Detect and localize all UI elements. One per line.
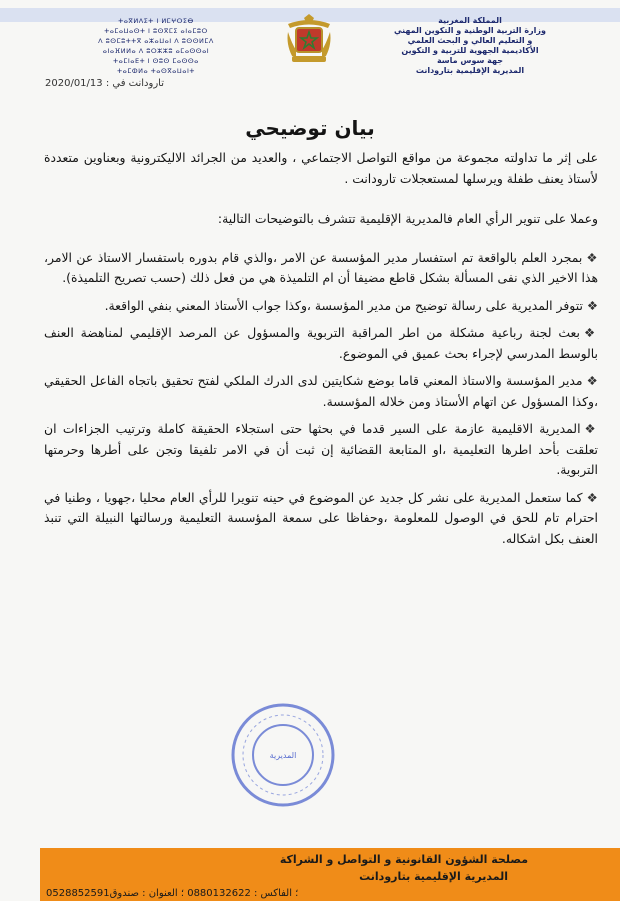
footer-directorate: المديرية الإقليمية بتارودانت — [359, 870, 508, 883]
arabic-header — [360, 16, 580, 76]
footer-contact: 0528852591؛ الفاكس : 0880132622 ؛ العنوان : صندوق — [46, 888, 299, 899]
tifinagh-line: ⵜⴰⴳⵍⴷⵉⵜ ⵏ ⵍⵎⵖⵔⵉⴱ — [118, 17, 194, 25]
bullet-text: تتوفر المديرية على رسالة توضيح من مدير المؤسسة ،وكذا جواب الأستاذ المعني بنفي الواقعة. — [104, 297, 583, 313]
arabic-header-line: الأكاديمية الجهوية للتربية و التكوين — [401, 46, 539, 55]
tifinagh-line: ⴰⵏⴰⴼⵍⵍⴰ ⴷ ⵓⵔⵣⵣⵓ ⴰⵎⴰⵙⵙⴰⵏ — [102, 47, 210, 55]
tifinagh-header — [56, 16, 256, 76]
tifinagh-line: ⵜⴰⵎⵏⴰⴹⵜ ⵏ ⵙⵓⵙ ⵎⴰⵙⵙⴰ — [113, 57, 199, 65]
bullet-text: كما ستعمل المديرية على نشر كل جديد عن الموضوع في حينه تنويرا للرأي العام محليا ،جهويا ، وطنيا في احترام تام للحق في الوصول للمعلومة ،وحفاظا على سمعة المؤسسة التعليمية ورسالتها النبيلة التي تنبذ العنف بكل اشكاله. — [44, 489, 598, 546]
bullet-diamond-icon: ❖ — [586, 373, 599, 388]
bullet-diamond-icon: ❖ — [586, 489, 599, 505]
bullet-text: المديرية الاقليمية عازمة على السير قدما في بحثها حتى استجلاء الحقيقة كاملة وترتيب الجزاءات ان تعلقت بأحد اطرها التعليمية ،او المتابعة القضائية إن ثبت أن في الامر تلفيقا وتجن على أطرها وحرمتها التربوية. — [44, 421, 598, 477]
arabic-header-line: و التعليم العالي و البحث العلمي — [407, 36, 533, 45]
bullet-diamond-icon: ❖ — [586, 297, 598, 313]
document-date: تارودانت في : 2020/01/13 — [45, 78, 164, 89]
bullet-text: مدير المؤسسة والاستاذ المعني قاما بوضع شكايتين لدى الدرك الملكي لفتح تحقيق باتجاه الفاعل الحقيقي ،وكذا المسؤول عن اتهام الأستاذ ومن خلاله المؤسسة. — [44, 373, 598, 409]
bullet-diamond-icon: ❖ — [584, 421, 598, 436]
footer-service-name: مصلحة الشؤون القانونية و التواصل و الشراكة — [279, 853, 528, 866]
coat-of-arms-emblem — [282, 14, 336, 66]
bullet-item — [44, 296, 598, 317]
arabic-header-line: جهة سوس ماسة — [436, 56, 504, 65]
document-title: بيان توضيحي — [245, 116, 375, 140]
bullet-text: بعث لجنة رباعية مشكلة من اطر المراقبة التربوية والمسؤول عن المرصد الإقليمي لمناهضة العنف بالوسط المدرسي لإجراء بحث عميق في الموضوع. — [44, 325, 598, 361]
bullet-item — [44, 488, 598, 550]
arabic-header-line: المملكة المغربية — [438, 16, 502, 25]
letter-body — [44, 148, 598, 556]
bullet-text: بمجرد العلم بالواقعة تم استفسار مدير المؤسسة عن الامر ،والذي قام بدوره باستفسار الاستاذ عن الامر، هذا الاخير الذي نفى المسألة بشكل قاطع مضيفا أن ام التلميذة هي من فعل ذلك (حسب تصريح التلميذة). — [44, 249, 598, 285]
bullet-diamond-icon: ❖ — [583, 325, 598, 340]
tifinagh-line: ⵜⴰⵎⴰⵡⴰⵙⵜ ⵏ ⵓⵙⴳⵎⵉ ⴰⵏⴰⵎⵓⵔ — [104, 27, 208, 35]
arabic-header-line: المديرية الإقليمية بتارودانت — [415, 66, 525, 75]
bullet-item — [44, 248, 598, 289]
bullet-diamond-icon: ❖ — [586, 249, 599, 265]
tifinagh-line: ⵜⴰⵎⵀⵍⴰ ⵜⴰⵙⴳⴰⵡⴰⵏⵜ — [117, 67, 195, 75]
lead-sentence: وعملا على تنوير الرأي العام فالمديرية الإقليمية تتشرف بالتوضيحات التالية: — [217, 211, 598, 226]
arabic-header-line: وزارة التربية الوطنية و التكوين المهني — [394, 26, 546, 35]
official-stamp — [228, 700, 338, 810]
bullet-item — [44, 419, 598, 481]
bullet-item — [44, 371, 598, 412]
stamp-text: المديرية — [269, 751, 297, 760]
bullet-item — [44, 323, 598, 364]
tifinagh-line: ⴷ ⵓⵙⵎⵓⵜⵜⴳ ⴰⵣⴰⵡⴰⵏ ⴷ ⵓⵙⵙⵍⵎⴷ — [98, 37, 214, 45]
intro-paragraph: على إثر ما تداولته مجموعة من مواقع التواصل الاجتماعي ، والعديد من الجرائد الاليكترونية وبعناوين متعددة لأستاذ يعنف طفلة ويرسلها لمستعجلات تارودانت . — [44, 150, 598, 186]
